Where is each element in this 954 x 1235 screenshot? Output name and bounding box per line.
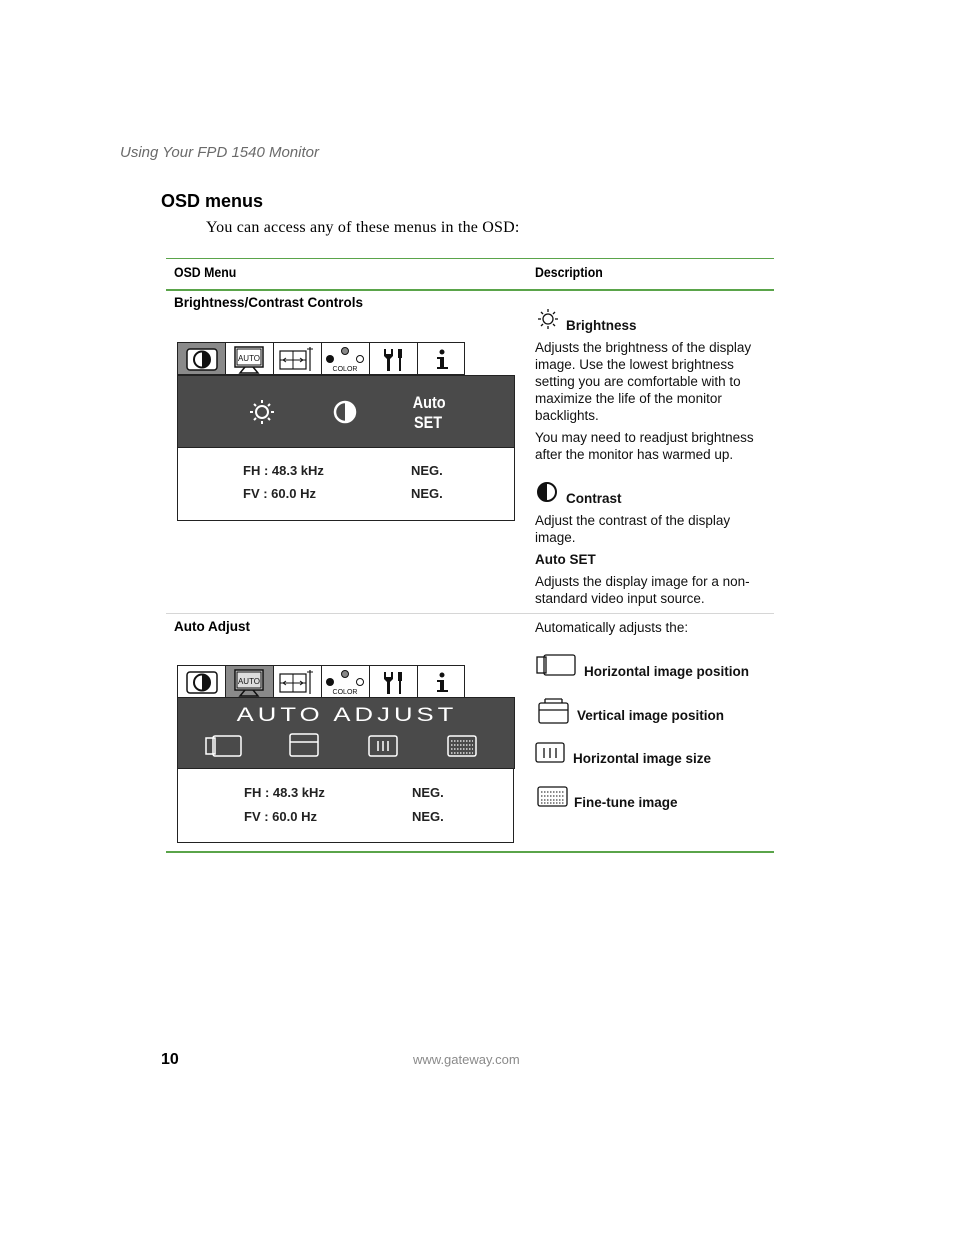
table-top-rule <box>166 258 774 259</box>
contrast-icon <box>178 666 226 699</box>
brightness-icon <box>537 308 559 330</box>
fv-value: NEG. <box>412 809 444 824</box>
section-title: OSD menus <box>161 191 264 211</box>
osd-panel-auto-adjust <box>177 665 515 845</box>
svg-text:AUTO: AUTO <box>237 354 261 363</box>
auto-monitor-icon <box>226 343 274 376</box>
fine-tune-icon[interactable] <box>448 736 476 756</box>
auto-adjust-intro: Automatically adjusts the: <box>535 620 689 635</box>
svg-text:COLOR: COLOR <box>332 689 358 696</box>
horizontal-size-label: Horizontal image size <box>573 751 712 766</box>
table-row-divider <box>166 613 774 614</box>
osd-tab-color[interactable] <box>321 665 369 698</box>
table-header-rule <box>166 289 774 291</box>
osd-status-area <box>177 448 515 521</box>
contrast-icon[interactable] <box>335 402 355 422</box>
auto-set-button[interactable]: Auto SET <box>412 393 446 432</box>
osd-tab-brightness-contrast[interactable] <box>177 665 225 698</box>
fine-tune-icon <box>537 785 569 809</box>
geometry-icon <box>274 666 322 699</box>
row-label-auto-adjust: Auto Adjust <box>174 619 250 634</box>
osd-control-area <box>177 697 515 769</box>
contrast-description: Adjust the contrast of the display image. <box>535 513 731 545</box>
fh-label: FH : 48.3 kHz <box>243 463 324 478</box>
osd-tab-color[interactable] <box>321 342 369 375</box>
fh-value: NEG. <box>412 785 444 800</box>
row-label-brightness-contrast: Brightness/Contrast Controls <box>174 295 364 310</box>
footer-url[interactable]: www.gateway.com <box>413 1052 520 1067</box>
brightness-description: Adjusts the brightness of the display image. Use the lowest brightness setting you are comfortable with to maximize the life of the monitor backlights. <box>535 340 752 423</box>
contrast-icon <box>178 343 226 376</box>
horizontal-position-icon[interactable] <box>206 736 241 756</box>
osd-tab-info[interactable] <box>417 342 465 375</box>
column-header-osd-menu: OSD Menu <box>174 264 237 280</box>
geometry-icon <box>274 343 322 376</box>
fh-label: FH : 48.3 kHz <box>244 785 325 800</box>
vertical-position-label: Vertical image position <box>577 708 725 723</box>
vertical-position-icon[interactable] <box>290 734 318 756</box>
osd-tab-info[interactable] <box>417 665 465 698</box>
osd-status-area <box>177 769 514 843</box>
info-icon <box>418 343 466 376</box>
vertical-position-icon <box>537 697 571 725</box>
osd-tab-geometry[interactable] <box>273 665 321 698</box>
brightness-icon[interactable] <box>250 400 274 424</box>
tools-icon <box>370 666 418 699</box>
autoset-title: Auto SET <box>535 552 596 567</box>
color-icon <box>322 343 370 376</box>
column-header-description: Description <box>535 264 603 280</box>
contrast-icon <box>536 481 558 503</box>
tools-icon <box>370 343 418 376</box>
auto-monitor-icon <box>226 666 274 699</box>
svg-text:COLOR: COLOR <box>332 366 358 373</box>
osd-tab-geometry[interactable] <box>273 342 321 375</box>
osd-tab-auto[interactable] <box>225 665 273 698</box>
fine-tune-label: Fine-tune image <box>574 795 678 810</box>
fv-label: FV : 60.0 Hz <box>244 809 317 824</box>
fh-value: NEG. <box>411 463 443 478</box>
osd-control-area <box>177 375 515 448</box>
contrast-title: Contrast <box>566 491 622 506</box>
horizontal-position-icon <box>536 653 578 677</box>
page-number: 10 <box>161 1051 179 1068</box>
horizontal-position-label: Horizontal image position <box>584 664 750 679</box>
brightness-title: Brightness <box>566 318 637 333</box>
brightness-note: You may need to readjust brightness after the monitor has warmed up. <box>535 430 754 462</box>
svg-text:AUTO: AUTO <box>237 677 261 686</box>
intro-text: You can access any of these menus in the OSD: <box>206 219 520 236</box>
table-bottom-rule <box>166 851 774 853</box>
color-icon <box>322 666 370 699</box>
info-icon <box>418 666 466 699</box>
osd-panel-brightness-contrast <box>177 342 515 522</box>
osd-tab-bar <box>177 342 465 375</box>
osd-tab-tools[interactable] <box>369 342 417 375</box>
osd-tab-bar <box>177 665 465 698</box>
autoset-description: Adjusts the display image for a non-standard video input source. <box>535 574 750 606</box>
horizontal-size-icon[interactable] <box>369 736 397 756</box>
running-head: Using Your FPD 1540 Monitor <box>120 144 319 161</box>
horizontal-size-icon <box>535 741 567 765</box>
osd-tab-brightness-contrast[interactable] <box>177 342 225 375</box>
fv-label: FV : 60.0 Hz <box>243 486 316 501</box>
osd-tab-tools[interactable] <box>369 665 417 698</box>
fv-value: NEG. <box>411 486 443 501</box>
auto-adjust-title: AUTO ADJUST <box>236 705 458 726</box>
osd-tab-auto[interactable] <box>225 342 273 375</box>
